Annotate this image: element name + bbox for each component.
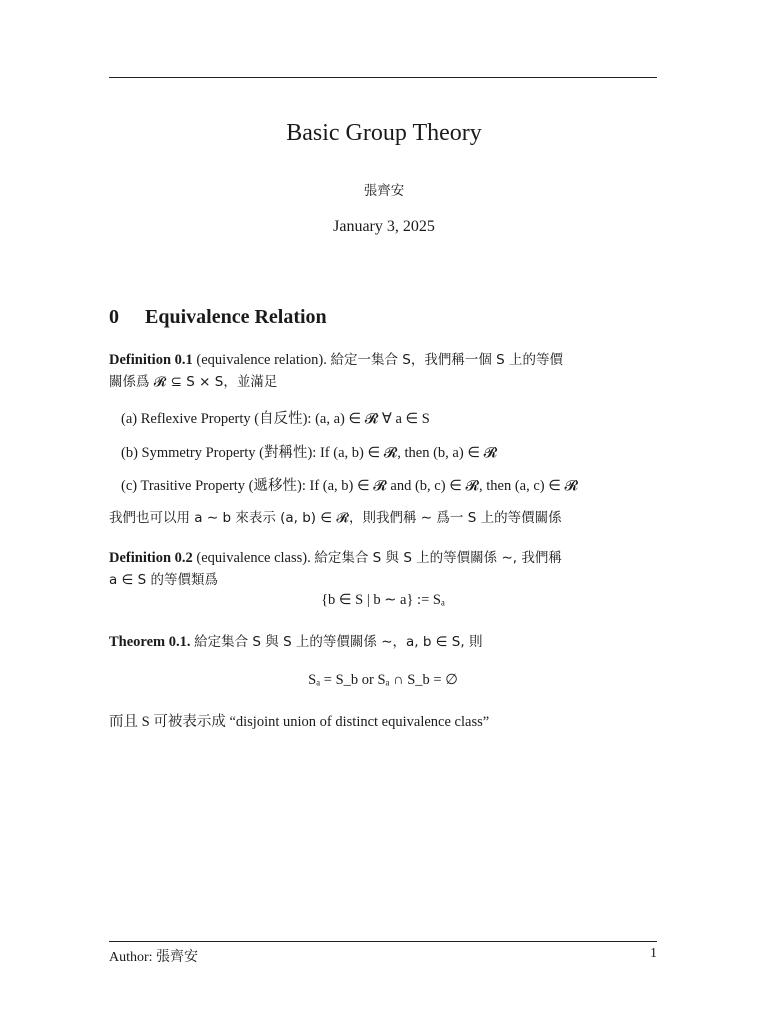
definition-0-2-line1 [109, 547, 657, 569]
section-number: 0 [109, 306, 119, 328]
property-text: Trasitive Property (遞移性): If (a, b) ∈ 𝓡 and (b, c) ∈ 𝓡, then (a, c) ∈ 𝓡 [140, 478, 579, 494]
definition-0-2 [109, 547, 657, 591]
property-marker: (b) [121, 445, 138, 461]
document-date: January 3, 2025 [333, 218, 435, 235]
property-marker: (a) [121, 411, 138, 427]
theorem-0-1-text: 給定集合 S 與 S 上的等價關係 ∼，a, b ∈ S, 則 [194, 634, 483, 650]
definition-0-1-text-1: 給定一集合 S，我們稱一個 S 上的等價 [330, 352, 563, 368]
property-marker: (c) [121, 478, 138, 494]
section-title: Equivalence Relation [145, 306, 327, 328]
definition-0-1 [109, 349, 657, 393]
definition-0-1-name: (equivalence relation). [196, 352, 327, 368]
definition-0-2-label: Definition 0.2 [109, 550, 193, 566]
property-text: Reflexive Property (自反性): (a, a) ∈ 𝓡 ∀ a ∈ S [140, 411, 430, 427]
theorem-0-1 [109, 631, 657, 653]
definition-0-2-name: (equivalence class). [196, 550, 311, 566]
page-number: 1 [650, 946, 657, 961]
header-rule [109, 77, 657, 78]
property-item-b [121, 441, 657, 462]
property-item-a [121, 407, 657, 428]
property-text: Symmetry Property (對稱性): If (a, b) ∈ 𝓡, then (b, a) ∈ 𝓡 [141, 445, 498, 461]
definition-0-1-text-2: 關係爲 𝓡 ⊆ S × S，並滿足 [109, 374, 278, 390]
document-title: Basic Group Theory [286, 120, 482, 146]
property-item-c [121, 474, 657, 495]
disjoint-union-note: 而且 S 可被表示成 “disjoint union of distinct equivalence class” [109, 714, 490, 730]
definition-0-1-line1 [109, 349, 657, 371]
footer-rule [109, 941, 657, 942]
theorem-formula: Sₐ = S_b or Sₐ ∩ S_b = ∅ [308, 672, 458, 688]
definition-0-1-label: Definition 0.1 [109, 352, 193, 368]
definition-0-2-text-1: 給定集合 S 與 S 上的等價關係 ∼, 我們稱 [314, 550, 562, 566]
footer-author: Author: 張齊安 [109, 950, 199, 965]
section-heading [109, 306, 327, 329]
definition-0-2-text-2: a ∈ S 的等價類爲 [109, 572, 218, 588]
theorem-0-1-label: Theorem 0.1. [109, 634, 191, 650]
equivalence-class-formula: {b ∈ S | b ∼ a} := Sₐ [321, 592, 445, 608]
document-author: 張齊安 [363, 183, 405, 199]
equivalence-note: 我們也可以用 a ∼ b 來表示 (a, b) ∈ 𝓡，則我們稱 ∼ 爲一 S 上的等價關係 [109, 510, 562, 526]
